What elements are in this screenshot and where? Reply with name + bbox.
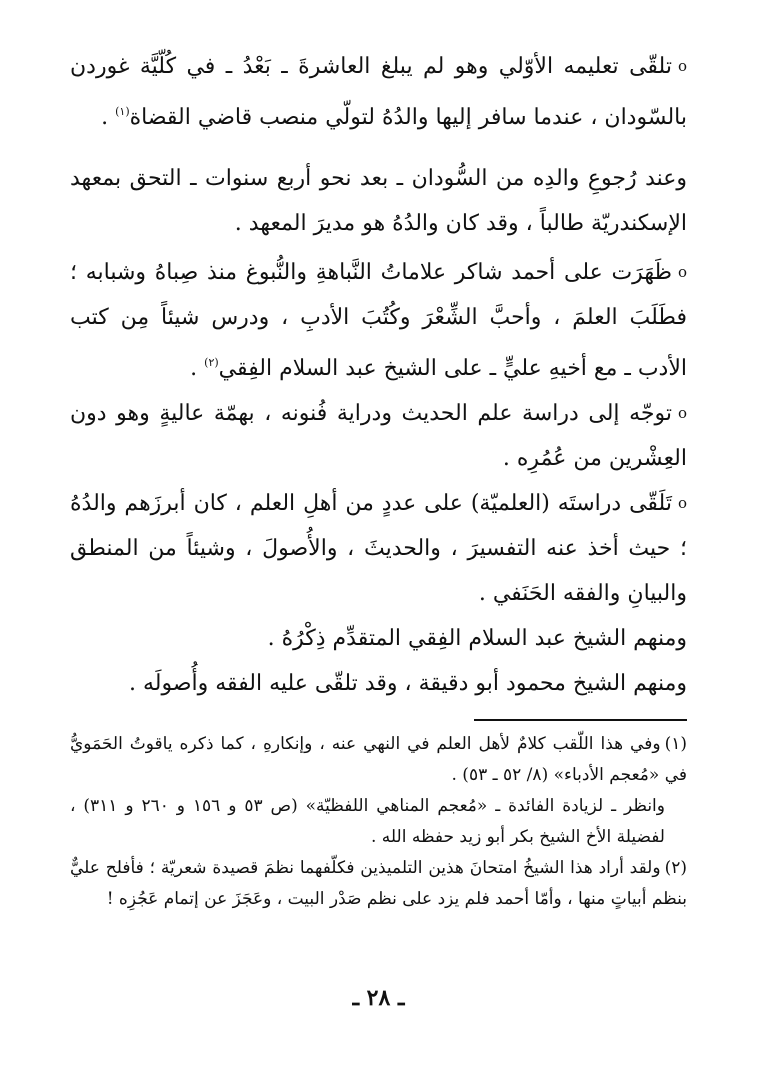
paragraph-end: . (190, 356, 205, 381)
paragraph-text: ومنهم الشيخ محمود أبو دقيقة ، وقد تلقّى عليه الفقه وأُصولَه . (128, 671, 687, 696)
paragraph-teacher-fiqi (70, 616, 687, 661)
bullet-icon: o (677, 404, 687, 422)
bullet-icon: o (677, 494, 687, 512)
footnote-2 (70, 853, 687, 915)
paragraph-end: . (101, 105, 116, 130)
footnote-number: (٢) (664, 858, 687, 878)
footnote-text: وانظر ـ لزيادة الفائدة ـ «مُعجم المناهي اللفظيّة» (ص ٥٣ و ١٥٦ و ٢٦٠ و ٣١١) ، لفضيلة الأخ الشيخ بكر أبو زيد حفظه الله . (70, 796, 665, 847)
paragraph-text: ظَهَرَت على أحمد شاكر علاماتُ النَّباهةِ والنُّبوغ منذ صِباهُ وشبابه ؛ فطَلَبَ العلمَ ، وأحبَّ الشِّعْرَ وكُتُبَ الأدبِ ، ودرس شيئاً مِن كتب الأدب ـ مع أخيهِ عليٍّ ـ على الشيخ عبد السلام الفِقي (70, 260, 687, 381)
paragraph-teacher-daqiqa (70, 661, 687, 706)
paragraph-hadith (70, 391, 687, 481)
footnote-text: وفي هذا اللّقب كلامٌ لأهل العلم في النهي عنه ، وإنكارهِ ، كما ذكره ياقوتُ الحَمَويُّ في «مُعجم الأدباء» (٨/ ٥٢ ـ ٥٣) . (70, 734, 687, 785)
footnote-number: (١) (664, 734, 687, 754)
bullet-icon: o (677, 263, 687, 281)
footnote-divider (474, 719, 687, 721)
page-number: ـ ٢٨ ـ (352, 985, 405, 1011)
bullet-icon: o (677, 57, 687, 75)
footnote-1-extra (70, 791, 687, 853)
paragraph-talent (70, 250, 687, 391)
paragraph-text: وعند رُجوعِ والدِه من السُّودان ـ بعد نحو أربع سنوات ـ التحق بمعهد الإسكندريّة طالباً ، وقد كان والدُهُ هو مديرَ المعهد . (70, 166, 687, 236)
paragraph-text: تَلَقّى دراستَه (العلميّة) على عددٍ من أهلِ العلم ، كان أبرزَهم والدُهُ ؛ حيث أخذ عنه التفسيرَ ، والحديثَ ، والأُصولَ ، وشيئاً من المنطق والبيانِ والفقه الحَنَفي . (70, 491, 687, 606)
paragraph-text: توجّه إلى دراسة علم الحديث ودراية فُنونه ، بهمّة عاليةٍ وهو دون العِشْرين من عُمُرِه . (70, 401, 687, 471)
paragraph-text: ومنهم الشيخ عبد السلام الفِقي المتقدِّم ذِكْرُهُ . (267, 626, 687, 651)
footnote-marker: (١) (115, 105, 130, 118)
page-body (70, 44, 687, 706)
paragraph-teachers (70, 481, 687, 616)
paragraph-text: تلقّى تعليمه الأوّلي وهو لم يبلغ العاشرةَ ـ بَعْدُ ـ في كُلّيَّة غوردن بالسّودان ، عندما سافر إليها والدُهُ لتولّي منصب قاضي القضاة (70, 54, 687, 130)
footnote-text: ولقد أراد هذا الشيخُ امتحانَ هذين التلميذين فكلّفهما نظمَ قصيدة شعريّة ؛ فأفلح عليٌّ بنظم أبياتٍ منها ، وأمّا أحمد فلم يزد على نظم صَدْر البيت ، وعَجَزَ عن إتمام عَجُزِه ! (70, 858, 687, 909)
paragraph-education (70, 44, 687, 140)
footnotes (70, 729, 687, 915)
footnote-marker: (٢) (204, 356, 219, 369)
paragraph-return (70, 156, 687, 246)
footnote-1 (70, 729, 687, 791)
